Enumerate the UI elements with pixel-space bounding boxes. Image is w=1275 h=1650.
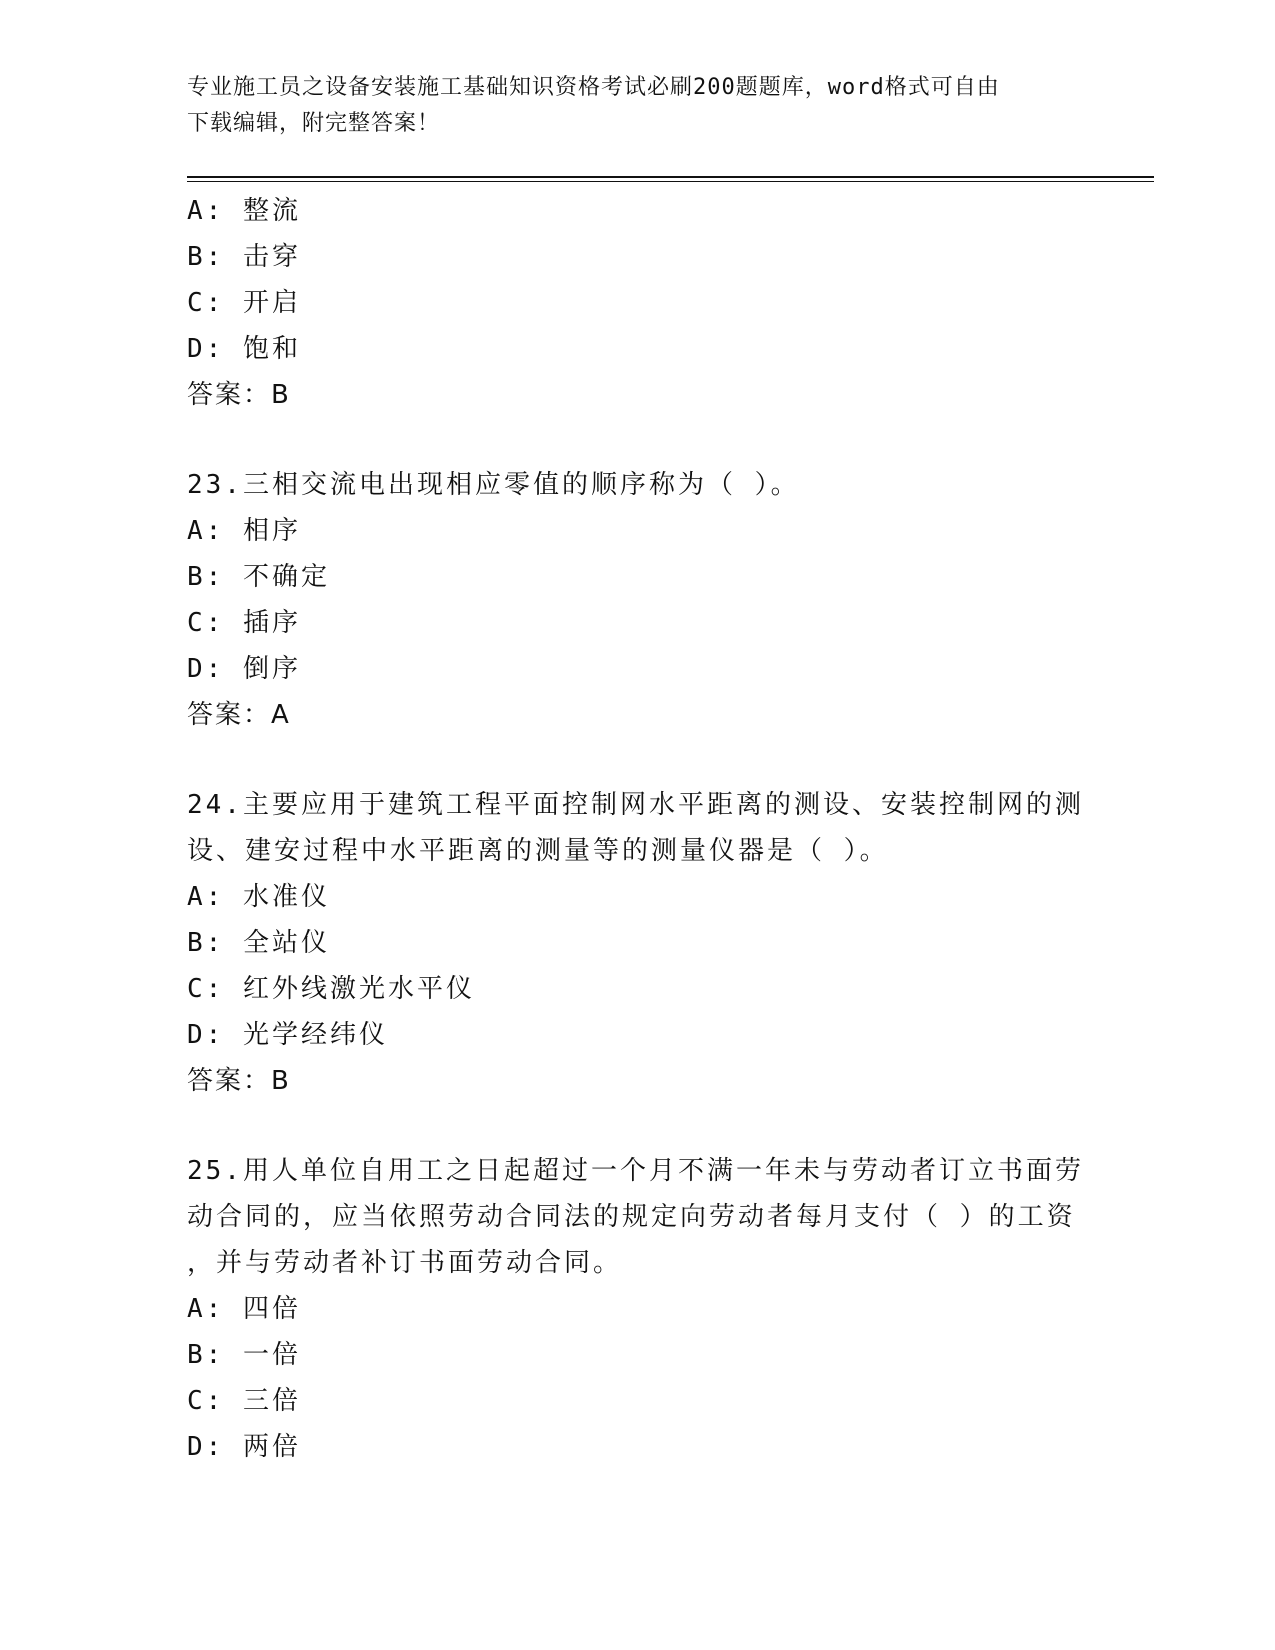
question-22 [187, 188, 1087, 418]
option-d: D: 光学经纬仪 [187, 1020, 388, 1050]
question-list [187, 188, 1087, 1470]
option-b: B: 不确定 [187, 562, 330, 592]
option-a: A: 相序 [187, 516, 301, 546]
header-divider-thin [187, 181, 1154, 182]
option-d: D: 饱和 [187, 334, 301, 364]
option-b: B: 击穿 [187, 242, 301, 272]
question-text-line-1: 25.用人单位自用工之日起超过一个月不满一年未与劳动者订立书面劳 [187, 1156, 1084, 1186]
option-a: A: 四倍 [187, 1294, 301, 1324]
question-text-line-3: ，并与劳动者补订书面劳动合同。 [187, 1248, 623, 1278]
option-d: D: 倒序 [187, 654, 301, 684]
option-c: C: 三倍 [187, 1386, 301, 1416]
option-c: C: 红外线激光水平仪 [187, 974, 475, 1004]
question-23 [187, 462, 1087, 738]
question-text: 23.三相交流电出现相应零值的顺序称为（ ）。 [187, 470, 800, 500]
question-24 [187, 782, 1087, 1104]
option-c: C: 插序 [187, 608, 301, 638]
option-b: B: 一倍 [187, 1340, 301, 1370]
question-text-line-1: 24.主要应用于建筑工程平面控制网水平距离的测设、安装控制网的测 [187, 790, 1084, 820]
option-c: C: 开启 [187, 288, 301, 318]
document-header [187, 70, 1067, 142]
question-25 [187, 1148, 1087, 1470]
header-line-2: 下载编辑，附完整答案！ [187, 111, 441, 136]
answer: 答案：B [187, 1066, 291, 1096]
header-line-1: 专业施工员之设备安装施工基础知识资格考试必刷200题题库，word格式可自由 [187, 75, 1000, 100]
option-d: D: 两倍 [187, 1432, 301, 1462]
answer: 答案：A [187, 700, 291, 730]
answer: 答案：B [187, 380, 291, 410]
option-b: B: 全站仪 [187, 928, 330, 958]
question-text-line-2: 设、建安过程中水平距离的测量等的测量仪器是（ ）。 [187, 836, 889, 866]
option-a: A: 水准仪 [187, 882, 330, 912]
option-a: A: 整流 [187, 196, 301, 226]
question-text-line-2: 动合同的，应当依照劳动合同法的规定向劳动者每月支付（ ）的工资 [187, 1202, 1076, 1232]
header-divider-thick [187, 176, 1154, 178]
